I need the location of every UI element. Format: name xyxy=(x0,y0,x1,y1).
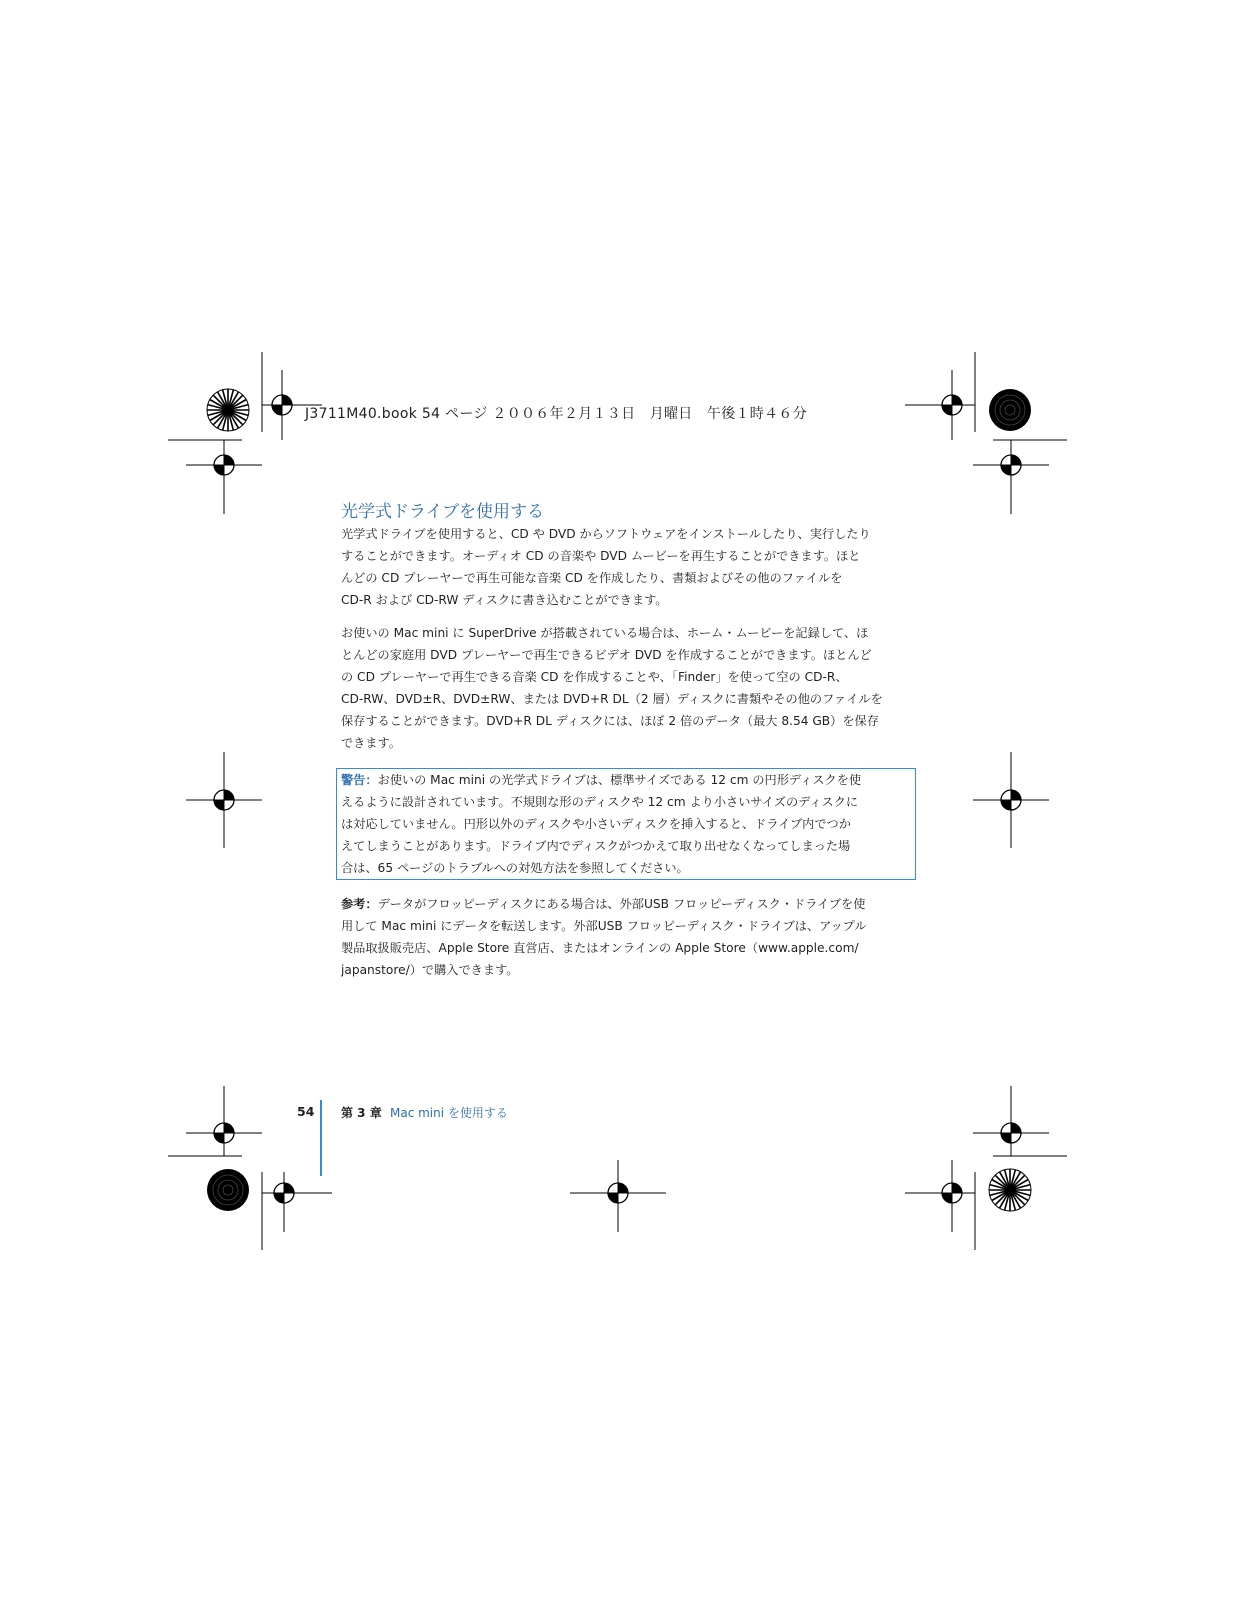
paragraph-line: お使いの Mac mini に SuperDrive が搭載されている場合は、ホーム・ムービーを記録して、ほ xyxy=(341,626,869,640)
paragraph-line: 製品取扱販売店、Apple Store 直営店、またはオンラインの Apple Store（www.apple.com/ xyxy=(341,941,859,955)
paragraph-line: 保存することができます。DVD+R DL ディスクには、ほぼ 2 倍のデータ（最大 8.54 GB）を保存 xyxy=(341,714,879,728)
paragraph-line: することができます。オーディオ CD の音楽や DVD ムービーを再生することができます。ほと xyxy=(341,549,861,563)
paragraph-line: 合は、65 ページのトラブルへの対処方法を参照してください。 xyxy=(341,861,689,875)
paragraph-line: できます。 xyxy=(341,736,401,750)
note-label: 参考： xyxy=(341,897,378,911)
paragraph-line: は対応していません。円形以外のディスクや小さいディスクを挿入すると、ドライブ内でつか xyxy=(341,817,851,831)
footer-divider xyxy=(320,1100,322,1176)
paragraph-line: 用して Mac mini にデータを転送します。外部USB フロッピーディスク・ドライブは、アップル xyxy=(341,919,867,933)
target-mark-bottom-left xyxy=(207,1169,249,1211)
paragraph-line: えてしまうことがあります。ドライブ内でディスクがつかえて取り出せなくなってしまった場 xyxy=(341,839,851,853)
paragraph-line: 警告：お使いの Mac mini の光学式ドライブは、標準サイズである 12 cm の円形ディスクを使 xyxy=(341,773,862,787)
paragraph-line: とんどの家庭用 DVD プレーヤーで再生できるビデオ DVD を作成することができます。ほとんど xyxy=(341,648,872,662)
sunburst-mark-top-left xyxy=(207,389,249,431)
paragraph-line: 参考：データがフロッピーディスクにある場合は、外部USB フロッピーディスク・ドライブを使 xyxy=(341,897,866,911)
target-mark-top-right xyxy=(989,389,1031,431)
section-title: 光学式ドライブを使用する xyxy=(341,502,544,522)
paragraph-line: の CD プレーヤーで再生できる音楽 CD を作成することや、「Finder」を使って空の CD-R、 xyxy=(341,670,848,684)
print-slug-line: J3711M40.book 54 ページ ２００６年２月１３日 月曜日 午後１時４６分 xyxy=(305,406,808,422)
paragraph-line: えるように設計されています。不規則な形のディスクや 12 cm より小さいサイズのディスクに xyxy=(341,795,859,809)
paragraph-line: CD-RW、DVD±R、DVD±RW、または DVD+R DL（2 層）ディスクに書類やその他のファイルを xyxy=(341,692,883,706)
paragraph-line: んどの CD プレーヤーで再生可能な音楽 CD を作成したり、書類およびその他のファイルを xyxy=(341,571,843,585)
paragraph-line: CD-R および CD-RW ディスクに書き込むことができます。 xyxy=(341,593,668,607)
footer-chapter-title: Mac mini を使用する xyxy=(390,1106,508,1120)
sunburst-mark-bottom-right xyxy=(989,1169,1031,1211)
page-number: 54 xyxy=(297,1104,315,1119)
warning-label: 警告： xyxy=(341,773,378,787)
paragraph-line: 光学式ドライブを使用すると、CD や DVD からソフトウェアをインストールしたり、実行したり xyxy=(341,527,871,541)
paragraph-optical-drive-intro xyxy=(341,523,919,611)
footer-chapter: 第 3 章 xyxy=(341,1106,382,1120)
note-paragraph xyxy=(341,893,919,981)
warning-text xyxy=(341,769,911,879)
paragraph-superdrive xyxy=(341,622,919,754)
paragraph-line: japanstore/）で購入できます。 xyxy=(341,963,519,977)
